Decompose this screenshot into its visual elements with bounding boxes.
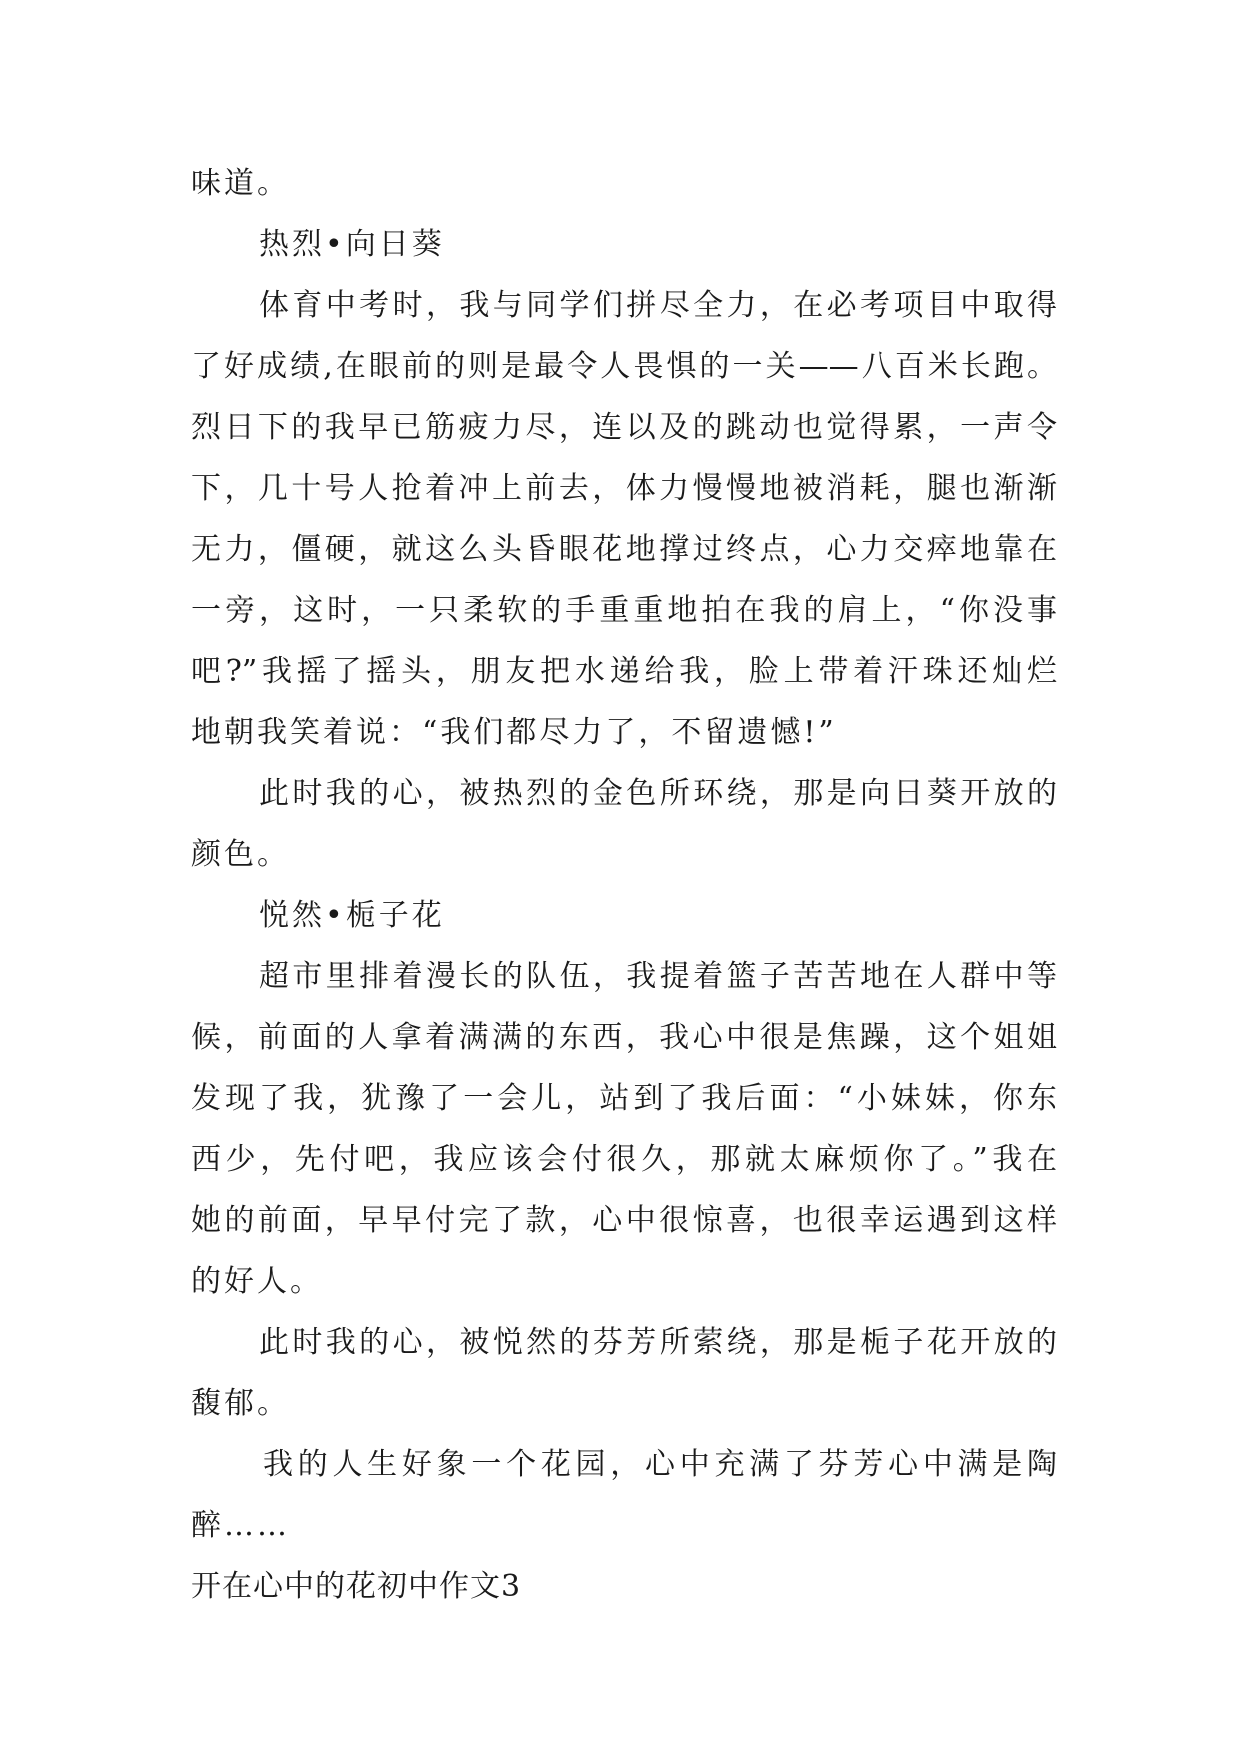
text-line: 西少，先付吧，我应该会付很久，那就太麻烦你了。”我在	[191, 1142, 1057, 1177]
text-line: 体育中考时，我与同学们拼尽全力，在必考项目中取得	[259, 288, 1057, 323]
text-line: 味道。	[191, 166, 290, 201]
text-line: 无力，僵硬，就这么头昏眼花地撑过终点，心力交瘁地靠在	[191, 532, 1057, 567]
text-line: 此时我的心，被热烈的金色所环绕，那是向日葵开放的	[259, 776, 1057, 811]
section-heading: 热烈•向日葵	[259, 227, 445, 262]
text-line: 超市里排着漫长的队伍，我提着篮子苦苦地在人群中等	[259, 959, 1057, 994]
text-line: 烈日下的我早已筋疲力尽，连以及的跳动也觉得累，一声令	[191, 410, 1057, 445]
text-line: 候，前面的人拿着满满的东西，我心中很是焦躁，这个姐姐	[191, 1020, 1057, 1055]
text-line: 颜色。	[191, 837, 290, 872]
text-line: 吧?”我摇了摇头，朋友把水递给我，脸上带着汗珠还灿烂	[191, 654, 1057, 689]
text-line: 了好成绩,在眼前的则是最令人畏惧的一关——八百米长跑。	[191, 349, 1057, 384]
text-line: 醉……	[191, 1508, 290, 1543]
text-line: 此时我的心，被悦然的芬芳所萦绕，那是栀子花开放的	[259, 1325, 1057, 1360]
text-line: 一旁，这时，一只柔软的手重重地拍在我的肩上，“你没事	[191, 593, 1057, 628]
text-line: 的好人。	[191, 1264, 323, 1299]
text-line: 我的人生好象一个花园，心中充满了芬芳心中满是陶	[263, 1447, 1057, 1482]
text-line: 发现了我，犹豫了一会儿，站到了我后面：“小妹妹，你东	[191, 1081, 1057, 1116]
text-line: 下，几十号人抢着冲上前去，体力慢慢地被消耗，腿也渐渐	[191, 471, 1057, 506]
text-line: 她的前面，早早付完了款，心中很惊喜，也很幸运遇到这样	[191, 1203, 1057, 1238]
text-line: 馥郁。	[191, 1386, 290, 1421]
article-title: 开在心中的花初中作文3	[191, 1569, 522, 1604]
document-page	[191, 153, 1057, 1617]
section-heading: 悦然•栀子花	[259, 898, 445, 933]
text-line: 地朝我笑着说：“我们都尽力了，不留遗憾!”	[191, 715, 837, 750]
